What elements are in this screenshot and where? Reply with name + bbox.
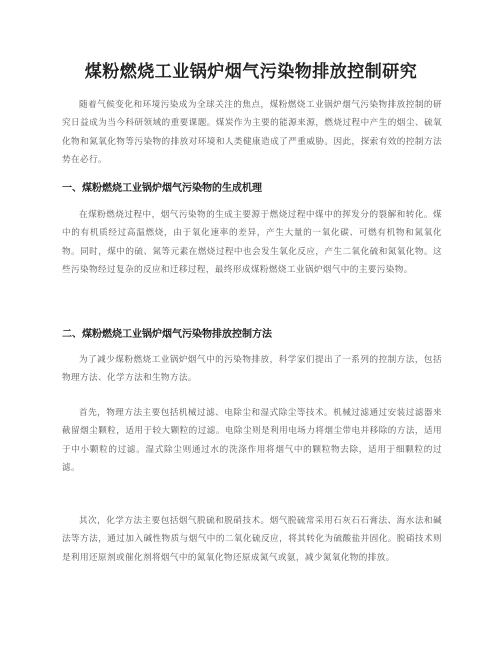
section-2-paragraph-2: 首先，物理方法主要包括机械过滤、电除尘和湿式除尘等技术。机械过滤通过安装过滤器来截留烟尘颗粒，适用于较大颗粒的过滤。电除尘则是利用电场力将烟尘带电并移除的方法，适用于中小颗粒的过滤。湿式除尘则通过水的洗涤作用将烟气中的颗粒物去除，适用于细颗粒的过滤。: [62, 408, 442, 473]
section-2-heading: 二、煤粉燃烧工业锅炉烟气污染物排放控制方法: [62, 329, 272, 340]
section-1-heading: 一、煤粉燃烧工业锅炉烟气污染物的生成机理: [62, 183, 262, 194]
intro-paragraph: 随着气候变化和环境污染成为全球关注的焦点，煤粉燃烧工业锅炉烟气污染物排放控制的研究日益成为当今科研领域的重要课题。煤炭作为主要的能源来源，燃烧过程中产生的烟尘、硫氧化物和氮氧化物等污染物的排放对环境和人类健康造成了严重威胁。因此，探索有效的控制方法势在必行。: [62, 100, 442, 165]
section-1-paragraph: 在煤粉燃烧过程中，烟气污染物的生成主要源于燃烧过程中煤中的挥发分的裂解和转化。煤中的有机质经过高温燃烧，由于氧化速率的差异，产生大量的一氧化碳、可燃有机物和氮氧化物。同时，煤中的硫、氮等元素在燃烧过程中也会发生氧化反应，产生二氧化硫和氮氧化物。这些污染物经过复杂的反应和迁移过程，最终形成煤粉燃烧工业锅炉烟气中的主要污染物。: [62, 210, 442, 275]
section-2-paragraph-3-block: [62, 512, 442, 567]
section-2-paragraph-1: 为了减少煤粉燃烧工业锅炉烟气中的污染物排放，科学家们提出了一系列的控制方法，包括物理方法、化学方法和生物方法。: [62, 355, 442, 384]
section-2-paragraph-1-block: [62, 351, 442, 388]
section-1-body: [62, 206, 442, 279]
intro-block: [62, 96, 442, 169]
section-2-paragraph-3: 其次，化学方法主要包括烟气脱硫和脱硝技术。烟气脱硫常采用石灰石石膏法、海水法和碱法等方法，通过加入碱性物质与烟气中的二氧化硫反应，将其转化为硫酸盐并固化。脱硝技术则是利用还原剂或催化剂将烟气中的氮氧化物还原成氮气或氨，减少氮氧化物的排放。: [62, 516, 442, 563]
section-2-paragraph-2-block: [62, 404, 442, 477]
document-title: 煤粉燃烧工业锅炉烟气污染物排放控制研究: [84, 62, 418, 82]
